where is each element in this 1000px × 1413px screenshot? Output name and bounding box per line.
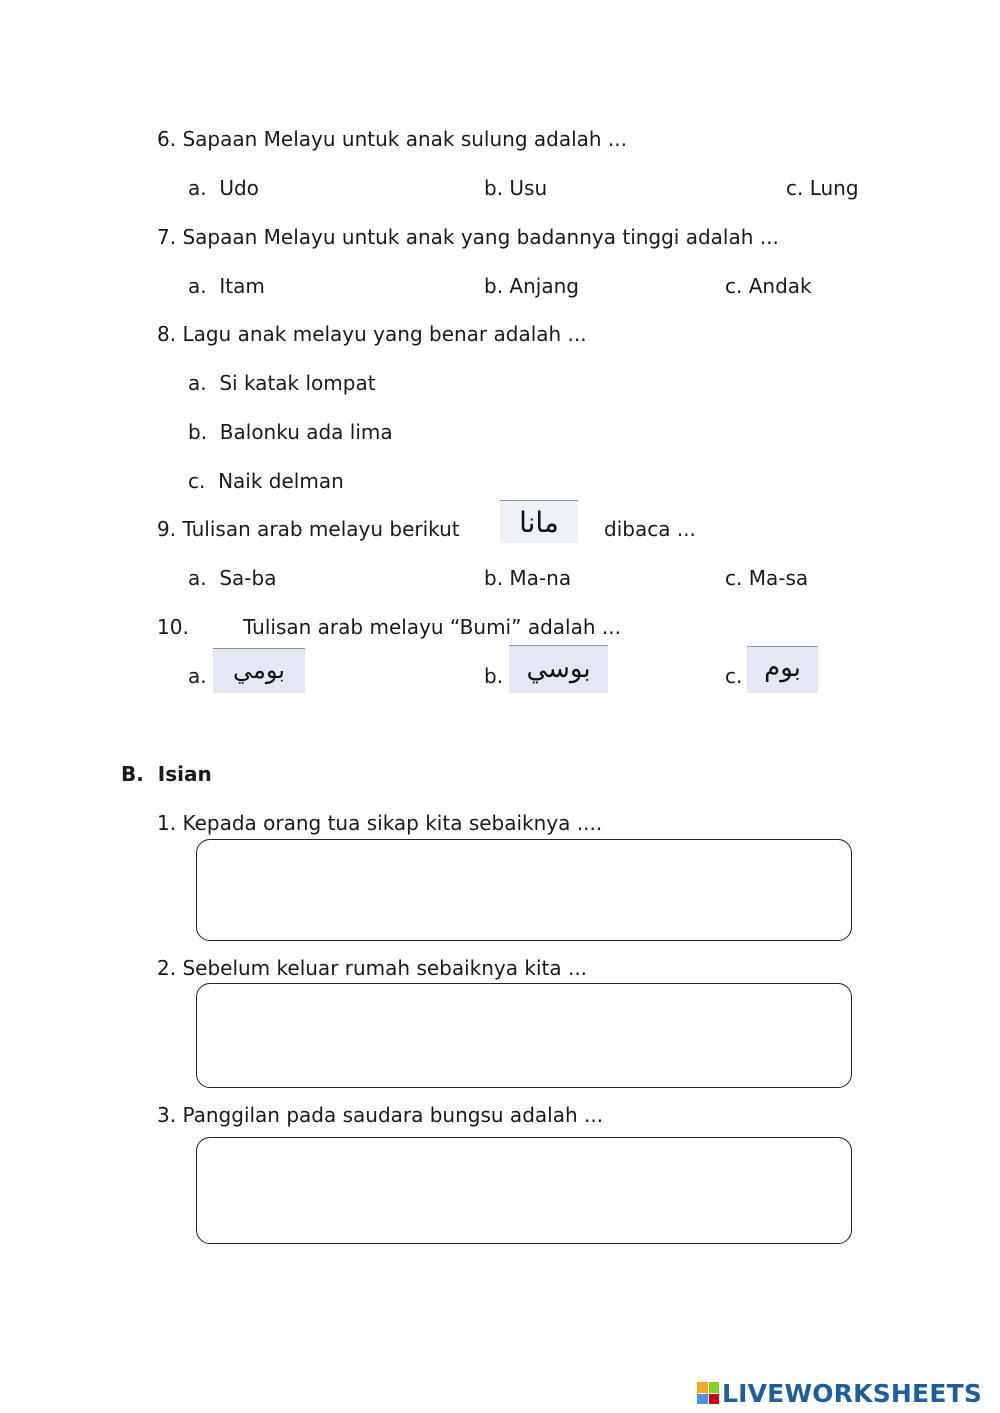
q8-option-c[interactable]: c. Naik delman	[188, 469, 344, 493]
arabic-word-image: مانا	[500, 500, 578, 543]
q9-option-c[interactable]: c. Ma-sa	[725, 566, 809, 590]
q6-option-c[interactable]: c. Lung	[786, 176, 859, 200]
q10-option-a-letter: a.	[188, 664, 207, 688]
liveworksheets-logo[interactable]	[697, 1378, 982, 1408]
question-7: 7. Sapaan Melayu untuk anak yang badannya tinggi adalah ...	[157, 225, 779, 249]
question-8: 8. Lagu anak melayu yang benar adalah ...	[157, 322, 587, 346]
question-6: 6. Sapaan Melayu untuk anak sulung adalah ...	[157, 127, 628, 151]
q10-option-a[interactable]: بومي	[213, 648, 305, 693]
question-9-suffix: dibaca ...	[604, 517, 696, 541]
q10-option-c-letter: c.	[725, 664, 743, 688]
question-10-number: 10.	[157, 615, 189, 639]
section-b-heading: B. Isian	[121, 762, 212, 786]
liveworksheets-logo-icon	[697, 1382, 719, 1404]
answer-box-3[interactable]	[196, 1137, 852, 1244]
isian-2-question: 2. Sebelum keluar rumah sebaiknya kita ...	[157, 956, 588, 980]
q8-option-a[interactable]: a. Si katak lompat	[188, 371, 376, 395]
q9-option-a[interactable]: a. Sa-ba	[188, 566, 277, 590]
q6-option-b[interactable]: b. Usu	[484, 176, 548, 200]
q9-option-b[interactable]: b. Ma-na	[484, 566, 572, 590]
q8-option-b[interactable]: b. Balonku ada lima	[188, 420, 393, 444]
q10-option-b-letter: b.	[484, 664, 504, 688]
isian-3-question: 3. Panggilan pada saudara bungsu adalah ...	[157, 1103, 604, 1127]
question-9: 9. Tulisan arab melayu berikut	[157, 517, 460, 541]
q10-option-b[interactable]: بوسي	[509, 645, 608, 693]
answer-box-2[interactable]	[196, 983, 852, 1088]
q7-option-a[interactable]: a. Itam	[188, 274, 265, 298]
logo-text: LIVEWORKSHEETS	[722, 1378, 983, 1408]
answer-box-1[interactable]	[196, 839, 852, 941]
isian-1-question: 1. Kepada orang tua sikap kita sebaiknya ....	[157, 811, 603, 835]
q7-option-b[interactable]: b. Anjang	[484, 274, 579, 298]
question-10: Tulisan arab melayu “Bumi” adalah ...	[243, 615, 621, 639]
q7-option-c[interactable]: c. Andak	[725, 274, 812, 298]
q10-option-c[interactable]: بوم	[747, 646, 818, 693]
q6-option-a[interactable]: a. Udo	[188, 176, 259, 200]
